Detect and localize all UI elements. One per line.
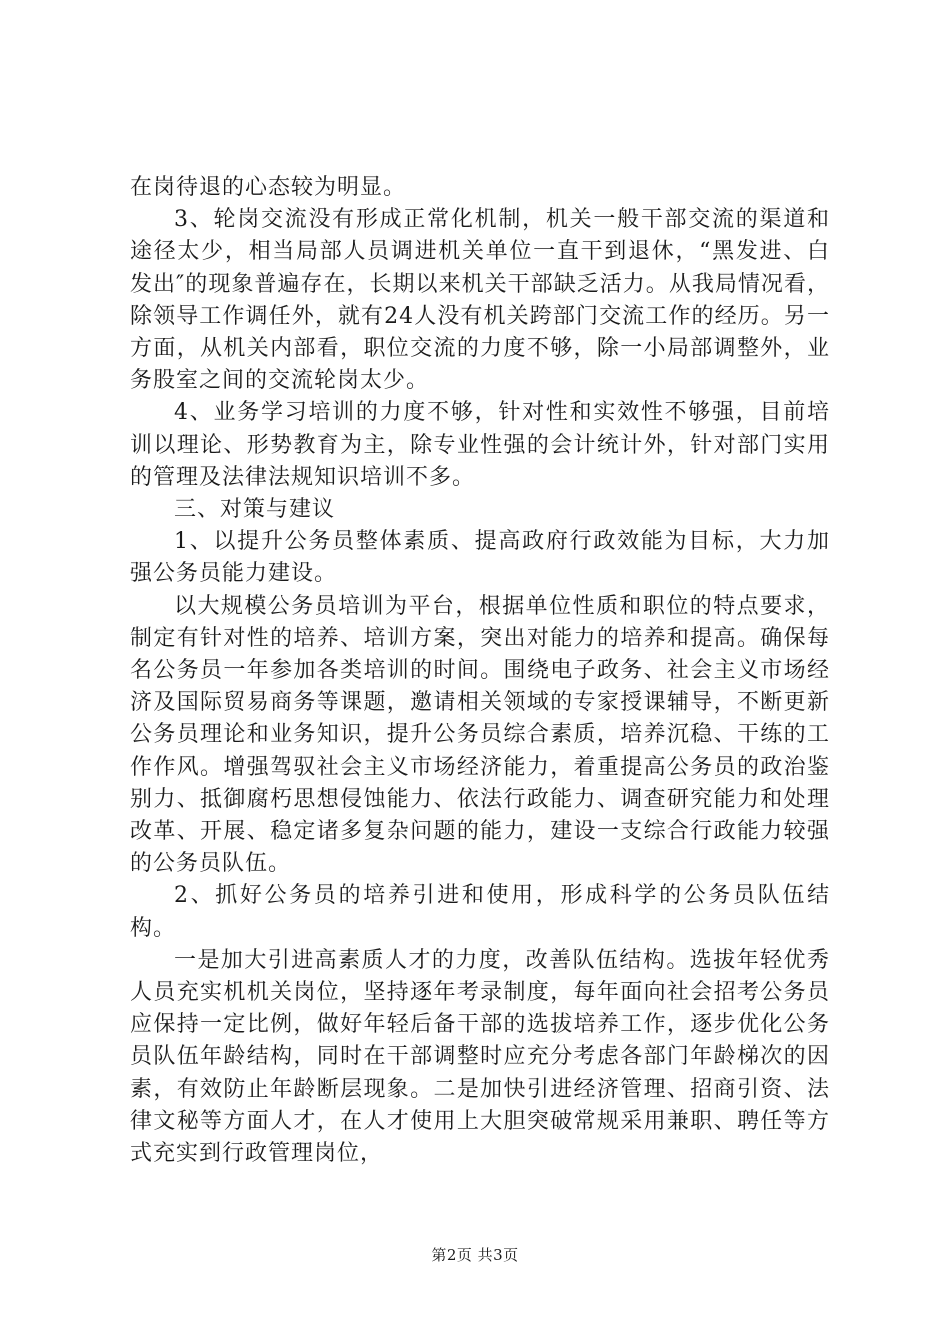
- paragraph-6: 2、抓好公务员的培养引进和使用，形成科学的公务员队伍结构。: [130, 883, 830, 941]
- paragraph-4: 1、以提升公务员整体素质、提高政府行政效能为目标，大力加强公务员能力建设。: [130, 529, 830, 587]
- paragraph-2: 3、轮岗交流没有形成正常化机制，机关一般干部交流的渠道和途径太少，相当局部人员调进机关单位一直干到退休，“黑发进、白发出″的现象普遍存在，长期以来机关干部缺乏活力。从我局情况看，除领导工作调任外，就有24人没有机关跨部门交流工作的经历。另一方面，从机关内部看，职位交流的力度不够，除一小局部调整外，业务股室之间的交流轮岗太少。: [130, 207, 830, 394]
- page-footer: 第2页 共3页: [431, 1246, 519, 1264]
- paragraph-7: 一是加大引进高素质人才的力度，改善队伍结构。选拔年轻优秀人员充实机机关岗位，坚持逐年考录制度，每年面向社会招考公务员应保持一定比例，做好年轻后备干部的选拔培养工作，逐步优化公务员队伍年龄结构，同时在干部调整时应充分考虑各部门年龄梯次的因素，有效防止年龄断层现象。二是加快引进经济管理、招商引资、法律文秘等方面人才，在人才使用上大胆突破常规采用兼职、聘任等方式充实到行政管理岗位，: [130, 947, 830, 1167]
- section-heading: 三、对策与建议: [174, 497, 336, 523]
- document-body: [130, 172, 830, 1170]
- paragraph-1: 在岗待退的心态较为明显。: [130, 175, 407, 200]
- paragraph-5: 以大规模公务员培训为平台，根据单位性质和职位的特点要求，制定有针对性的培养、培训方案，突出对能力的培养和提高。确保每名公务员一年参加各类培训的时间。围绕电子政务、社会主义市场经济及国际贸易商务等课题，邀请相关领域的专家授课辅导，不断更新公务员理论和业务知识，提升公务员综合素质，培养沉稳、干练的工作作风。增强驾驭社会主义市场经济能力，着重提高公务员的政治鉴别力、抵御腐朽思想侵蚀能力、依法行政能力、调查研究能力和处理改革、开展、稳定诸多复杂问题的能力，建设一支综合行政能力较强的公务员队伍。: [130, 593, 830, 877]
- paragraph-3: 4、业务学习培训的力度不够，针对性和实效性不够强，目前培训以理论、形势教育为主，除专业性强的会计统计外，针对部门实用的管理及法律法规知识培训不多。: [130, 400, 830, 490]
